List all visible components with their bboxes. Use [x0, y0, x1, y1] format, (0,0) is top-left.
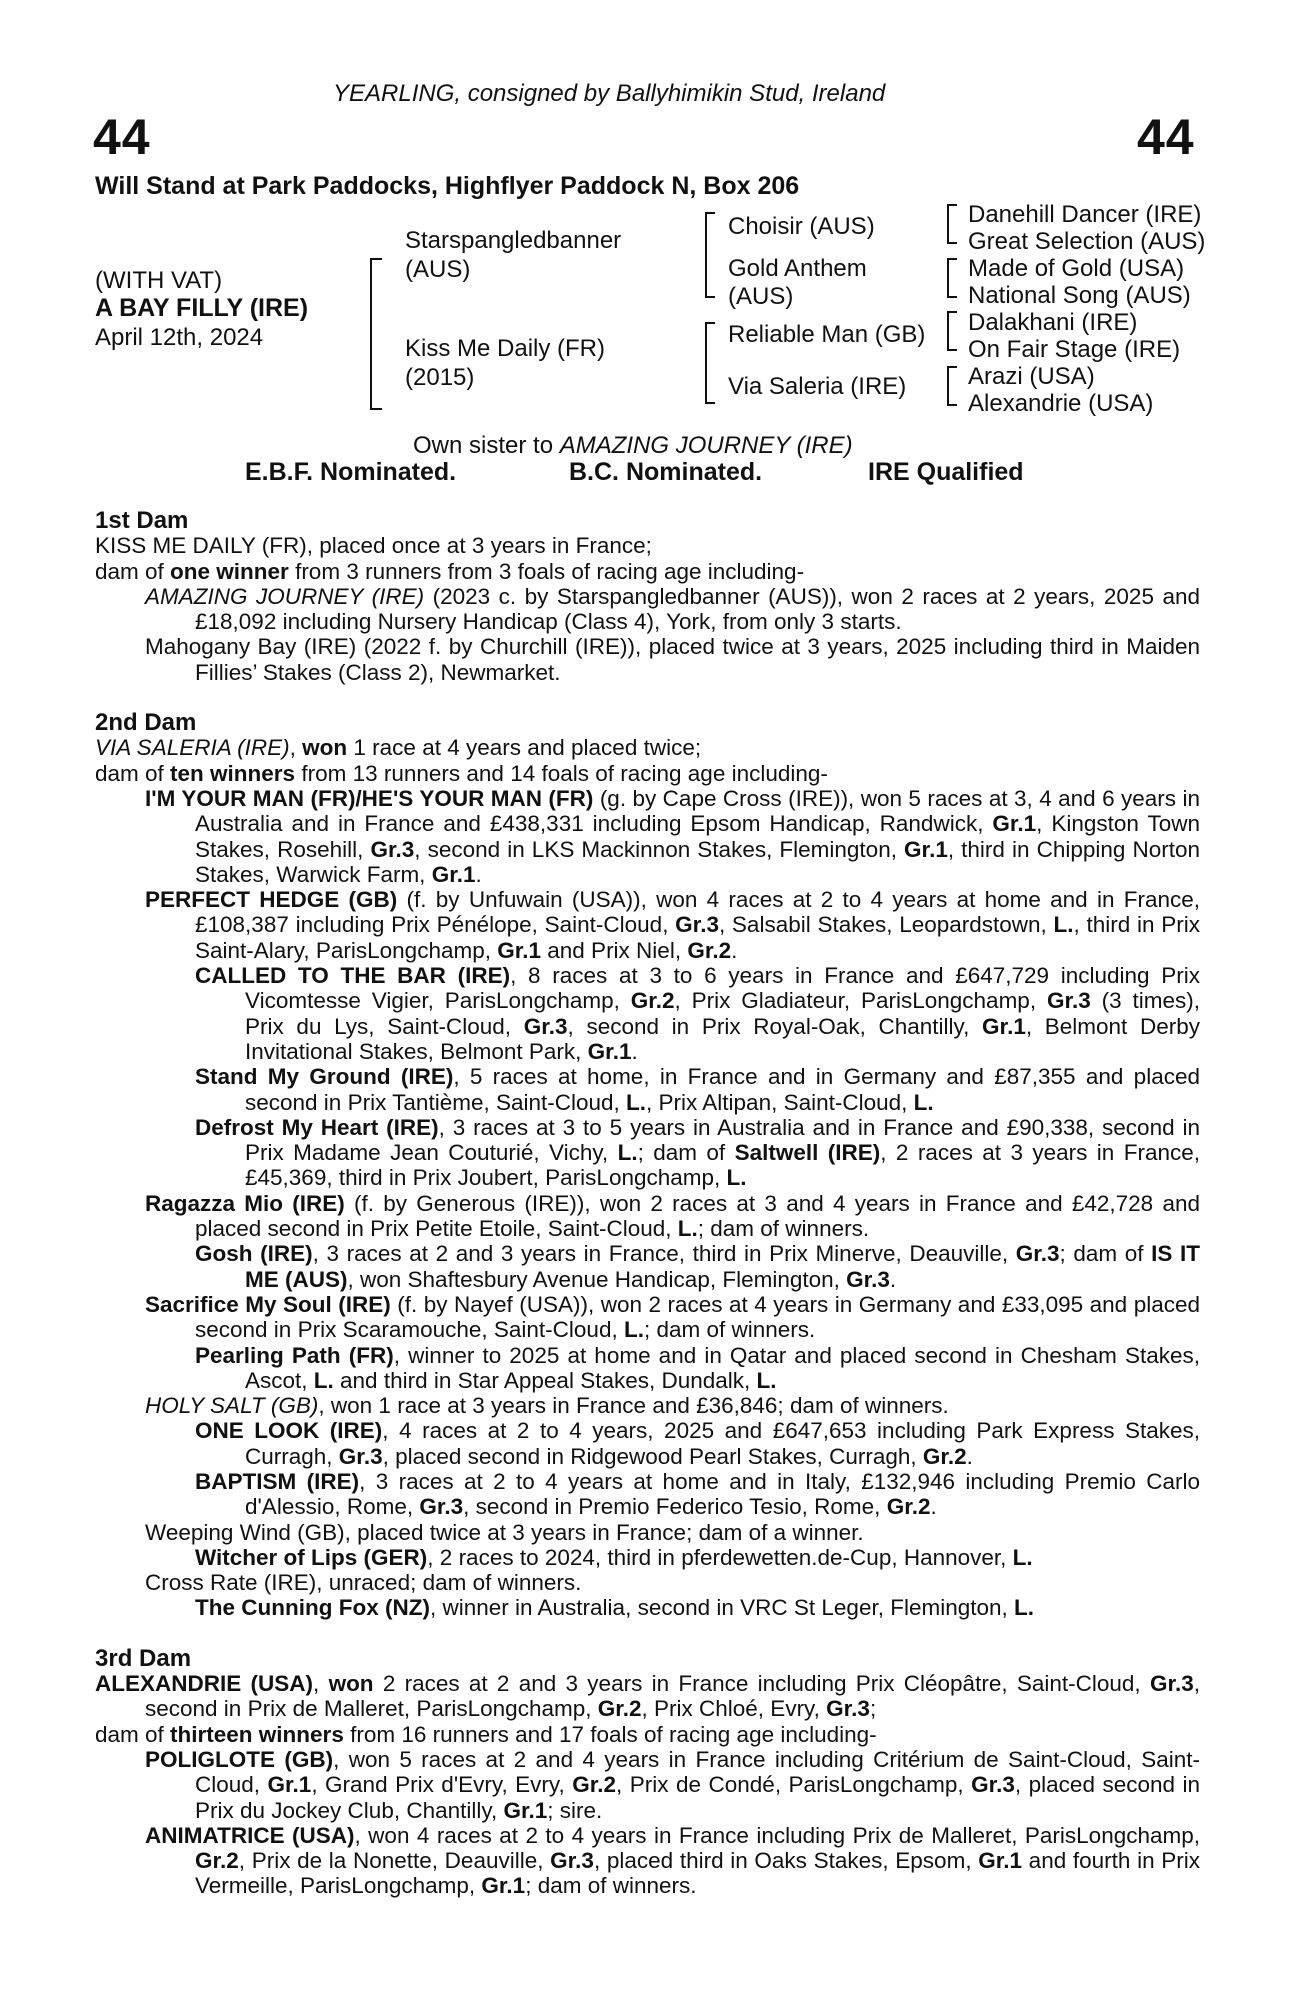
produce-entry: Weeping Wind (GB), placed twice at 3 years in France; dam of a winner.	[145, 1519, 864, 1545]
produce-entry: Gosh (IRE), 3 races at 2 and 3 years in France, third in Prix Minerve, Deauville, Gr.3; dam of IS IT ME (AUS), won Shaftesbury Avenue Handicap, Flemington, Gr.3.	[195, 1241, 1200, 1292]
second-dam-heading: 2nd Dam	[95, 709, 197, 737]
pedigree-brace-g4	[947, 366, 957, 406]
produce-entry: CALLED TO THE BAR (IRE), 8 races at 3 to 6 years in France and £647,729 including Prix Vicomtesse Vigier, ParisLongchamp, Gr.2, Prix Gladiateur, ParisLongchamp, Gr.3 (3 times), Prix du Lys, Saint-Cloud, Gr.3, second in Prix Royal-Oak, Chantilly, Gr.1, Belmont Derby Invitational Stakes, Belmont Park, Gr.1.	[195, 963, 1200, 1064]
stand-location: Will Stand at Park Paddocks, Highflyer Paddock N, Box 206	[95, 172, 800, 200]
produce-entry: POLIGLOTE (GB), won 5 races at 2 and 4 years in France including Critérium de Saint-Cloud, Saint-Cloud, Gr.1, Grand Prix d'Evry, Evry, Gr.2, Prix de Condé, ParisLongchamp, Gr.3, placed second in Prix du Jockey Club, Chantilly, Gr.1; sire.	[145, 1746, 1200, 1823]
catalogue-subtitle: YEARLING, consigned by Ballyhimikin Stud, Ireland	[333, 80, 886, 107]
foaling-date: April 12th, 2024	[95, 324, 264, 351]
produce-entry: BAPTISM (IRE), 3 races at 2 to 4 years at home and in Italy, £132,946 including Premio Carlo d'Alessio, Rome, Gr.3, second in Premio Federico Tesio, Rome, Gr.2.	[195, 1468, 1200, 1520]
second-dam-produce: dam of ten winners from 13 runners and 14 foals of racing age including-	[95, 760, 828, 786]
grandparent-3: Made of Gold (USA)	[968, 255, 1185, 282]
produce-entry: ONE LOOK (IRE), 4 races at 2 to 4 years, 2025 and £647,653 including Park Express Stakes, Curragh, Gr.3, placed second in Ridgewood Pearl Stakes, Curragh, Gr.2.	[195, 1418, 1201, 1469]
second-dam-text: VIA SALERIA (IRE), won 1 race at 4 years and placed twice;	[95, 735, 702, 761]
pedigree-brace-dam	[705, 322, 715, 404]
sire-dam-country: (AUS)	[728, 283, 794, 310]
grandparent-1: Danehill Dancer (IRE)	[968, 201, 1202, 228]
sire-name: Starspangledbanner	[405, 227, 622, 254]
produce-entry: ANIMATRICE (USA), won 4 races at 2 to 4 years in France including Prix de Malleret, ParisLongchamp, Gr.2, Prix de la Nonette, Deauville, Gr.3, placed third in Oaks Stakes, Epsom, Gr.1 and fourth in Prix Vermeille, ParisLongchamp, Gr.1; dam of winners.	[145, 1822, 1201, 1899]
grandparent-4: National Song (AUS)	[968, 282, 1191, 309]
nomination-ebf: E.B.F. Nominated.	[245, 458, 457, 486]
first-dam-foal: Mahogany Bay (IRE) (2022 f. by Churchill (IRE)), placed twice at 3 years, 2025 including third in Maiden Fillies’ Stakes (Class 2), Newmarket.	[145, 634, 1200, 685]
third-dam-text: ALEXANDRIE (USA), won 2 races at 2 and 3 years in France including Prix Cléopâtre, Saint-Cloud, Gr.3, second in Prix de Malleret, ParisLongchamp, Gr.2, Prix Chloé, Evry, Gr.3;	[95, 1671, 1200, 1722]
own-sister-name: AMAZING JOURNEY (IRE)	[559, 432, 853, 459]
dam-year: (2015)	[405, 364, 475, 391]
third-dam-heading: 3rd Dam	[95, 1644, 192, 1672]
nomination-bc: B.C. Nominated.	[569, 458, 763, 486]
produce-entry: Ragazza Mio (IRE) (f. by Generous (IRE)), won 2 races at 3 and 4 years in France and £42,728 and placed second in Prix Petite Etoile, Saint-Cloud, L.; dam of winners.	[145, 1190, 1200, 1242]
own-sister-line	[413, 431, 853, 460]
grandparent-2: Great Selection (AUS)	[968, 228, 1206, 255]
pedigree-brace-g1	[947, 204, 957, 244]
vat-label: (WITH VAT)	[95, 267, 223, 294]
pedigree-brace-sire	[705, 212, 715, 298]
grandparent-8: Alexandrie (USA)	[968, 390, 1154, 417]
nomination-ire: IRE Qualified	[868, 458, 1024, 486]
produce-entry: Defrost My Heart (IRE), 3 races at 3 to 5 years in Australia and in France and £90,338, second in Prix Madame Jean Couturié, Vichy, L.; dam of Saltwell (IRE), 2 races at 3 years in France, £45,369, third in Prix Joubert, ParisLongchamp, L.	[195, 1114, 1200, 1191]
dam-dam: Via Saleria (IRE)	[728, 373, 907, 400]
first-dam-produce: dam of one winner from 3 runners from 3 foals of racing age including-	[95, 558, 805, 584]
produce-entry: Sacrifice My Soul (IRE) (f. by Nayef (USA)), won 2 races at 4 years in Germany and £33,095 and placed second in Prix Scaramouche, Saint-Cloud, L.; dam of winners.	[145, 1291, 1200, 1343]
lot-number-right: 44	[1137, 109, 1195, 165]
lot-number-left: 44	[93, 109, 151, 165]
produce-record	[95, 508, 1200, 1899]
produce-entry: Witcher of Lips (GER), 2 races to 2024, third in pferdewetten.de-Cup, Hannover, L.	[195, 1544, 1033, 1570]
grandparent-7: Arazi (USA)	[968, 363, 1095, 390]
produce-entry: The Cunning Fox (NZ), winner in Australia, second in VRC St Leger, Flemington, L.	[195, 1595, 1035, 1621]
first-dam-heading: 1st Dam	[95, 507, 189, 534]
produce-entry: Pearling Path (FR), winner to 2025 at home and in Qatar and placed second in Chesham Stakes, Ascot, L. and third in Star Appeal Stakes, Dundalk, L.	[195, 1342, 1200, 1393]
pedigree-brace-g3	[947, 311, 957, 351]
sire-dam-name: Gold Anthem	[728, 255, 867, 282]
produce-entry: HOLY SALT (GB), won 1 race at 3 years in France and £36,846; dam of winners.	[145, 1393, 949, 1419]
produce-entry: Stand My Ground (IRE), 5 races at home, in France and in Germany and £87,355 and placed second in Prix Tantième, Saint-Cloud, L., Prix Altipan, Saint-Cloud, L.	[195, 1064, 1200, 1115]
first-dam-foal: AMAZING JOURNEY (IRE) (2023 c. by Starspangledbanner (AUS)), won 2 races at 2 years, 2025 and £18,092 including Nursery Handicap (Class 4), York, from only 3 starts.	[145, 583, 1200, 635]
grandparent-6: On Fair Stage (IRE)	[968, 336, 1181, 363]
sire-sire: Choisir (AUS)	[728, 213, 875, 240]
own-sister-prefix: Own sister to	[413, 432, 560, 459]
first-dam-text: KISS ME DAILY (FR), placed once at 3 years in France;	[95, 533, 652, 559]
pedigree-brace-g2	[947, 258, 957, 298]
horse-name: A BAY FILLY (IRE)	[95, 294, 309, 322]
produce-entry: Cross Rate (IRE), unraced; dam of winners.	[145, 1570, 582, 1596]
pedigree-brace-main	[370, 258, 382, 410]
third-dam-produce: dam of thirteen winners from 16 runners and 17 foals of racing age including-	[95, 1721, 877, 1747]
sire-country: (AUS)	[405, 256, 471, 283]
dam-sire: Reliable Man (GB)	[728, 321, 926, 348]
dam-name: Kiss Me Daily (FR)	[405, 335, 606, 362]
produce-entry: I'M YOUR MAN (FR)/HE'S YOUR MAN (FR) (g. by Cape Cross (IRE)), won 5 races at 3, 4 and 6 years in Australia and in France and £438,331 including Epsom Handicap, Randwick, Gr.1, Kingston Town Stakes, Rosehill, Gr.3, second in LKS Mackinnon Stakes, Flemington, Gr.1, third in Chipping Norton Stakes, Warwick Farm, Gr.1.	[145, 785, 1201, 887]
grandparent-5: Dalakhani (IRE)	[968, 309, 1138, 336]
produce-entry: PERFECT HEDGE (GB) (f. by Unfuwain (USA)), won 4 races at 2 to 4 years at home and in France, £108,387 including Prix Pénélope, Saint-Cloud, Gr.3, Salsabil Stakes, Leopardstown, L., third in Prix Saint-Alary, ParisLongchamp, Gr.1 and Prix Niel, Gr.2.	[145, 887, 1200, 963]
